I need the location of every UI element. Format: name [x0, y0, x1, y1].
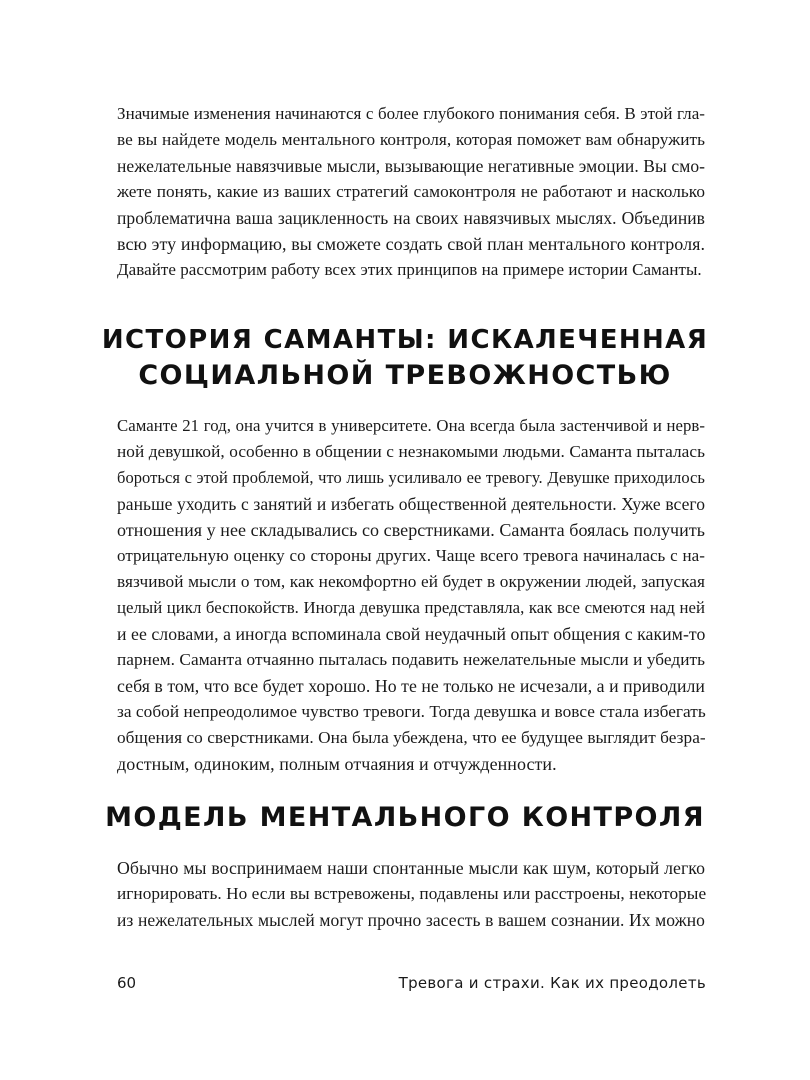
text-line: Обычно мы воспринимаем наши спонтанные мысли как шум, который легко: [117, 858, 705, 878]
mental-control-paragraph: [117, 855, 705, 933]
text-line: парнем. Саманта отчаянно пыталась подавить нежелательные мысли и убедить: [117, 650, 705, 669]
text-line: игнорировать. Но если вы встревожены, подавлены или расстроены, некоторые: [117, 884, 707, 903]
text-line: и ее словами, а иногда вспоминала свой неудачный опыт общения с каким-то: [117, 624, 706, 644]
section-heading-mental-control-model: [100, 800, 710, 836]
text-line: всю эту информацию, вы сможете создать свой план ментального контроля.: [117, 234, 705, 254]
text-line: проблематична ваша зацикленность на своих навязчивых мыслях. Объединив: [117, 208, 705, 228]
text-line: бороться с этой проблемой, что лишь усиливало ее тревогу. Девушке приходилось: [117, 468, 705, 487]
text-line: нежелательные навязчивые мысли, вызывающие негативные эмоции. Вы смо-: [117, 156, 705, 176]
text-line: раньше уходить с занятий и избегать общественной деятельности. Хуже всего: [117, 494, 705, 514]
heading-line: МОДЕЛЬ МЕНТАЛЬНОГО КОНТРОЛЯ: [105, 802, 705, 833]
text-line: вязчивой мысли о том, как некомфортно ей будет в окружении людей, запуская: [117, 572, 705, 591]
text-line: жете понять, какие из ваших стратегий самоконтроля не работают и насколько: [117, 182, 705, 201]
text-line: достным, одиноким, полным отчаяния и отчужденности.: [117, 754, 557, 774]
heading-line: ИСТОРИЯ САМАНТЫ: ИСКАЛЕЧЕННАЯ: [101, 325, 709, 355]
text-line: из нежелательных мыслей могут прочно засесть в вашем сознании. Их можно: [117, 910, 705, 930]
text-line: Саманте 21 год, она учится в университете. Она всегда была застенчивой и нерв-: [117, 416, 705, 435]
samantha-story-paragraph: [117, 413, 705, 777]
text-line: целый цикл беспокойств. Иногда девушка представляла, как все смеются над ней: [117, 598, 705, 617]
text-line: Давайте рассмотрим работу всех этих принципов на примере истории Саманты.: [117, 260, 702, 279]
intro-paragraph: [117, 101, 705, 283]
text-line: ве вы найдете модель ментального контроля, которая поможет вам обнаружить: [117, 130, 705, 149]
heading-line: СОЦИАЛЬНОЙ ТРЕВОЖНОСТЬЮ: [138, 360, 672, 391]
text-line: себя в том, что все будет хорошо. Но те не только не исчезали, а и приводили: [117, 676, 705, 696]
text-line: Значимые изменения начинаются с более глубокого понимания себя. В этой гла-: [117, 104, 705, 123]
text-line: отношения у нее складывались со сверстниками. Саманта боялась получить: [117, 520, 705, 540]
text-line: за собой непреодолимое чувство тревоги. Тогда девушка и вовсе стала избегать: [117, 702, 706, 721]
page-number: 60: [117, 974, 137, 992]
section-heading-samantha: [100, 322, 710, 394]
running-footer-title: Тревога и страхи. Как их преодолеть: [398, 974, 706, 992]
text-line: отрицательную оценку со стороны других. Чаще всего тревога начиналась с на-: [117, 546, 705, 565]
text-line: ной девушкой, особенно в общении с незнакомыми людьми. Саманта пыталась: [117, 442, 705, 461]
text-line: общения со сверстниками. Она была убеждена, что ее будущее выглядит безра-: [117, 728, 706, 747]
